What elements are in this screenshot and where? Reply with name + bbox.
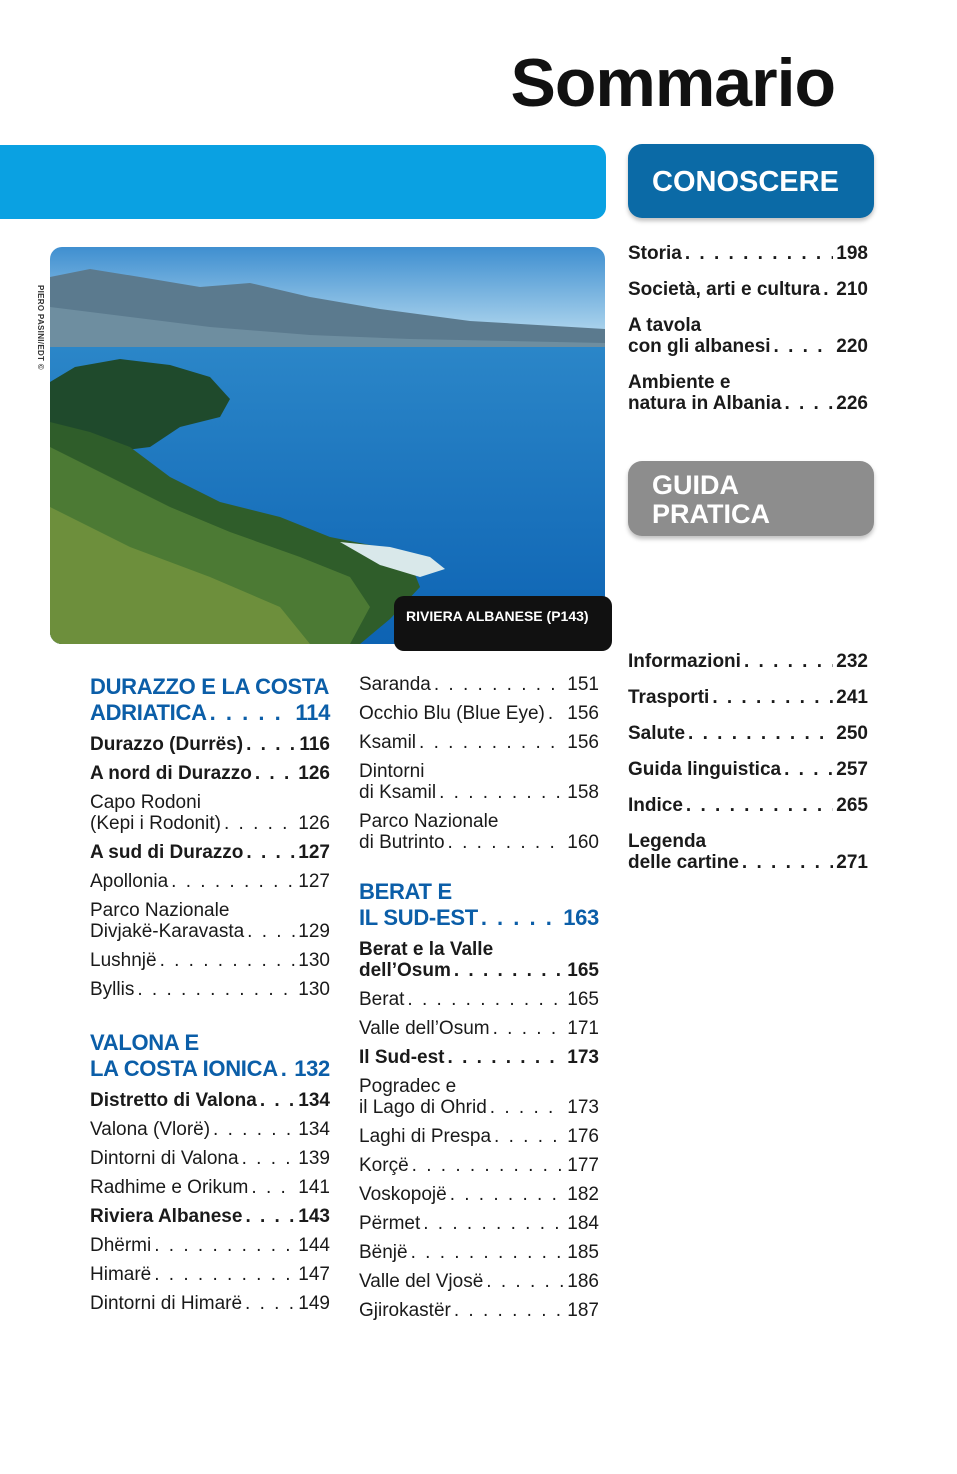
dot-leader	[245, 1206, 295, 1227]
dot-leader	[448, 1047, 565, 1068]
toc-entry-title: Storia	[628, 243, 682, 264]
toc-entry-title-line1: A tavola	[628, 315, 702, 336]
toc-entry-title: Bënjë	[359, 1242, 408, 1263]
toc-entry-title: Divjakë-Karavasta	[90, 921, 245, 942]
page-number: 114	[295, 700, 330, 725]
toc-entry-title-line1: Dintorni	[359, 761, 425, 782]
toc-entry[interactable]	[628, 795, 868, 816]
section-heading-line2: LA COSTA IONICA	[90, 1056, 278, 1081]
dot-leader	[742, 852, 833, 873]
toc-entry[interactable]	[90, 792, 330, 834]
photo-credit: PIERO PASINI/EDT ©	[36, 285, 45, 370]
dot-leader	[450, 1184, 565, 1205]
cover-photo	[50, 247, 605, 644]
section-heading[interactable]	[90, 1030, 330, 1082]
toc-entry-title-line1: Berat e la Valle	[359, 939, 494, 960]
toc-entry[interactable]	[90, 1293, 330, 1314]
page-number: 139	[298, 1148, 330, 1169]
tab-conoscere[interactable]: CONOSCERE	[628, 144, 874, 218]
toc-entry[interactable]	[359, 939, 599, 981]
toc-entry[interactable]	[90, 1148, 330, 1169]
dot-leader	[213, 1119, 295, 1140]
dot-leader	[210, 700, 293, 726]
page-number: 257	[836, 759, 868, 780]
toc-entry-title-line1: Ambiente e	[628, 372, 731, 393]
toc-entry-title: Valle dell’Osum	[359, 1018, 490, 1039]
dot-leader	[688, 723, 833, 744]
toc-entry[interactable]	[359, 1213, 599, 1234]
toc-entry[interactable]	[90, 1264, 330, 1285]
page-number: 144	[298, 1235, 330, 1256]
dot-leader	[439, 782, 564, 803]
toc-entry[interactable]	[628, 372, 868, 414]
toc-entry[interactable]	[90, 1119, 330, 1140]
toc-entry-title: Indice	[628, 795, 683, 816]
header-accent-bar	[0, 145, 606, 219]
toc-entry-title: Lushnjë	[90, 950, 157, 971]
dot-leader	[744, 651, 833, 672]
page-number: 177	[567, 1155, 599, 1176]
toc-entry[interactable]	[628, 723, 868, 744]
dot-leader	[171, 871, 295, 892]
page-number: 130	[298, 950, 330, 971]
toc-entry-title: Salute	[628, 723, 686, 744]
toc-entry[interactable]	[90, 979, 330, 1000]
toc-entry[interactable]	[359, 811, 599, 853]
page-number: 149	[298, 1293, 330, 1314]
dot-leader	[224, 813, 295, 834]
dot-leader	[486, 1271, 564, 1292]
dot-leader	[712, 687, 833, 708]
toc-entry-title: (Kepi i Rodonit)	[90, 813, 221, 834]
dot-leader	[685, 243, 833, 264]
dot-leader	[154, 1264, 295, 1285]
toc-entry-title: Distretto di Valona	[90, 1090, 257, 1111]
toc-entry-title: Società, arti e cultura	[628, 279, 821, 300]
dot-leader	[686, 795, 833, 816]
toc-entry-title-line1: Parco Nazionale	[359, 811, 499, 832]
toc-entry[interactable]	[628, 243, 868, 264]
page-number: 265	[836, 795, 868, 816]
dot-leader	[281, 1056, 291, 1082]
dot-leader	[784, 759, 833, 780]
dot-leader	[246, 734, 296, 755]
toc-entry-title: di Ksamil	[359, 782, 437, 803]
page-title: Sommario	[510, 45, 835, 121]
page-number: 134	[298, 1090, 330, 1111]
toc-entry[interactable]	[359, 1271, 599, 1292]
page-number: 141	[298, 1177, 330, 1198]
page-number: 186	[567, 1271, 599, 1292]
toc-entry-title: Trasporti	[628, 687, 710, 708]
dot-leader	[823, 279, 833, 300]
toc-entry-title: Il Sud-est	[359, 1047, 445, 1068]
page-number: 130	[298, 979, 330, 1000]
toc-entry[interactable]	[359, 761, 599, 803]
toc-entry-title: Përmet	[359, 1213, 421, 1234]
toc-entry[interactable]	[90, 871, 330, 892]
dot-leader	[160, 950, 296, 971]
dot-leader	[448, 832, 565, 853]
toc-entry-title: Saranda	[359, 674, 431, 695]
toc-entry-title: Ksamil	[359, 732, 417, 753]
page-number: 184	[567, 1213, 599, 1234]
toc-entry[interactable]	[359, 989, 599, 1010]
dot-leader	[774, 336, 834, 357]
toc-entry-title: natura in Albania	[628, 393, 782, 414]
dot-leader	[246, 842, 295, 863]
toc-entry-title: dell’Osum	[359, 960, 451, 981]
page-number: 147	[298, 1264, 330, 1285]
toc-entry[interactable]	[359, 1126, 599, 1147]
toc-entry-title: delle cartine	[628, 852, 739, 873]
toc-entry-title: Berat	[359, 989, 405, 1010]
dot-leader	[481, 905, 560, 931]
toc-entry[interactable]	[359, 674, 599, 695]
page-number: 271	[836, 852, 868, 873]
page-number: 165	[567, 960, 599, 981]
page-number: 171	[567, 1018, 599, 1039]
toc-entry[interactable]	[359, 1076, 599, 1118]
toc-entry-title: Korçë	[359, 1155, 409, 1176]
page-number: 226	[836, 393, 868, 414]
section-heading-line2: ADRIATICA	[90, 700, 207, 725]
toc-entry-title: di Butrinto	[359, 832, 445, 853]
dot-leader	[154, 1235, 295, 1256]
page-number: 185	[567, 1242, 599, 1263]
page-number: 173	[567, 1047, 599, 1068]
toc-entry[interactable]	[90, 950, 330, 971]
toc-entry-title: Apollonia	[90, 871, 169, 892]
dot-leader	[419, 732, 564, 753]
toc-entry[interactable]	[90, 1090, 330, 1111]
dot-leader	[454, 960, 564, 981]
dot-leader	[494, 1126, 564, 1147]
page-number: 220	[836, 336, 868, 357]
page-number: 241	[836, 687, 868, 708]
toc-entry-title-line1: Capo Rodoni	[90, 792, 201, 813]
toc-entry-title-line1: Pogradec e	[359, 1076, 457, 1097]
toc-entry[interactable]	[90, 1177, 330, 1198]
page-number: 158	[567, 782, 599, 803]
toc-entry-title: Informazioni	[628, 651, 741, 672]
page-number: 143	[298, 1206, 330, 1227]
toc-entry[interactable]	[628, 831, 868, 873]
page-number: 165	[567, 989, 599, 1010]
page-number: 127	[298, 871, 330, 892]
page-number: 132	[294, 1056, 330, 1081]
dot-leader	[784, 393, 833, 414]
page-number: 126	[298, 813, 330, 834]
page-number: 156	[567, 732, 599, 753]
dot-leader	[137, 979, 295, 1000]
toc-entry-title: Valona (Vlorë)	[90, 1119, 211, 1140]
page-number: 176	[567, 1126, 599, 1147]
toc-entry-title: Himarë	[90, 1264, 152, 1285]
toc-entry-title: Dintorni di Himarë	[90, 1293, 243, 1314]
dot-leader	[247, 921, 295, 942]
page-number: 151	[567, 674, 599, 695]
toc-entry-title: Radhime e Orikum	[90, 1177, 249, 1198]
dot-leader	[251, 1177, 295, 1198]
toc-entry[interactable]	[359, 1018, 599, 1039]
tab-guida-line1: GUIDA	[652, 470, 739, 500]
page-number: 126	[298, 763, 330, 784]
dot-leader	[434, 674, 564, 695]
toc-entry[interactable]	[90, 900, 330, 942]
page-number: 116	[299, 734, 330, 755]
toc-entry[interactable]	[359, 1047, 599, 1068]
page-number: 163	[563, 905, 599, 930]
toc-entry[interactable]	[90, 763, 330, 784]
photo-caption: RIVIERA ALBANESE (P143)	[394, 596, 612, 651]
page-number: 127	[298, 842, 330, 863]
page-number: 173	[567, 1097, 599, 1118]
toc-entry[interactable]	[628, 651, 868, 672]
page-number: 210	[836, 279, 868, 300]
toc-entry[interactable]	[90, 734, 330, 755]
page-number: 160	[567, 832, 599, 853]
dot-leader	[412, 1155, 565, 1176]
toc-entry-title: Laghi di Prespa	[359, 1126, 492, 1147]
section-heading-line2: IL SUD-EST	[359, 905, 478, 930]
toc-entry-title: Gjirokastër	[359, 1300, 451, 1321]
dot-leader	[454, 1300, 564, 1321]
section-heading-line1: VALONA E	[90, 1030, 199, 1055]
dot-leader	[493, 1018, 565, 1039]
toc-entry-title: Voskopojë	[359, 1184, 447, 1205]
toc-entry-title: A sud di Durazzo	[90, 842, 244, 863]
toc-entry-title: Guida linguistica	[628, 759, 782, 780]
toc-column-3	[628, 243, 868, 888]
page-number: 198	[836, 243, 868, 264]
page-number: 134	[298, 1119, 330, 1140]
page-number: 182	[567, 1184, 599, 1205]
toc-entry-title: A nord di Durazzo	[90, 763, 252, 784]
toc-column-2	[359, 674, 599, 1329]
toc-entry[interactable]	[90, 842, 330, 863]
page-number: 232	[836, 651, 868, 672]
toc-entry-title: Dhërmi	[90, 1235, 152, 1256]
toc-entry[interactable]	[628, 279, 868, 300]
toc-entry[interactable]	[359, 1155, 599, 1176]
section-heading-line1: DURAZZO E LA COSTA	[90, 674, 330, 699]
toc-entry[interactable]	[628, 687, 868, 708]
page-number: 129	[298, 921, 330, 942]
dot-leader	[242, 1148, 296, 1169]
toc-entry-title-line1: Parco Nazionale	[90, 900, 230, 921]
toc-entry[interactable]	[628, 759, 868, 780]
dot-leader	[255, 763, 295, 784]
toc-entry-title: Dintorni di Valona	[90, 1148, 239, 1169]
page-number: 187	[567, 1300, 599, 1321]
toc-column-1	[90, 674, 330, 1322]
toc-entry[interactable]	[359, 1300, 599, 1321]
toc-entry[interactable]	[628, 315, 868, 357]
page-number: 250	[836, 723, 868, 744]
dot-leader	[548, 703, 564, 724]
dot-leader	[490, 1097, 565, 1118]
toc-entry-title: Durazzo (Durrës)	[90, 734, 244, 755]
toc-entry-title: Valle del Vjosë	[359, 1271, 484, 1292]
toc-entry[interactable]	[359, 732, 599, 753]
section-heading-line1: BERAT E	[359, 879, 452, 904]
toc-entry-title: Occhio Blu (Blue Eye)	[359, 703, 545, 724]
dot-leader	[407, 989, 564, 1010]
toc-entry[interactable]	[90, 1235, 330, 1256]
toc-entry-title: con gli albanesi	[628, 336, 771, 357]
toc-entry-title: il Lago di Ohrid	[359, 1097, 487, 1118]
dot-leader	[260, 1090, 295, 1111]
dot-leader	[411, 1242, 565, 1263]
toc-entry[interactable]	[359, 703, 599, 724]
toc-entry-title-line1: Legenda	[628, 831, 707, 852]
toc-entry[interactable]	[359, 1242, 599, 1263]
tab-guida-line2: PRATICA	[652, 499, 770, 529]
toc-entry[interactable]	[359, 1184, 599, 1205]
dot-leader	[245, 1293, 295, 1314]
toc-entry-title: Riviera Albanese	[90, 1206, 243, 1227]
section-heading[interactable]	[90, 674, 330, 726]
dot-leader	[423, 1213, 564, 1234]
toc-entry[interactable]	[90, 1206, 330, 1227]
page-number: 156	[567, 703, 599, 724]
section-heading[interactable]	[359, 879, 599, 931]
toc-entry-title: Byllis	[90, 979, 135, 1000]
